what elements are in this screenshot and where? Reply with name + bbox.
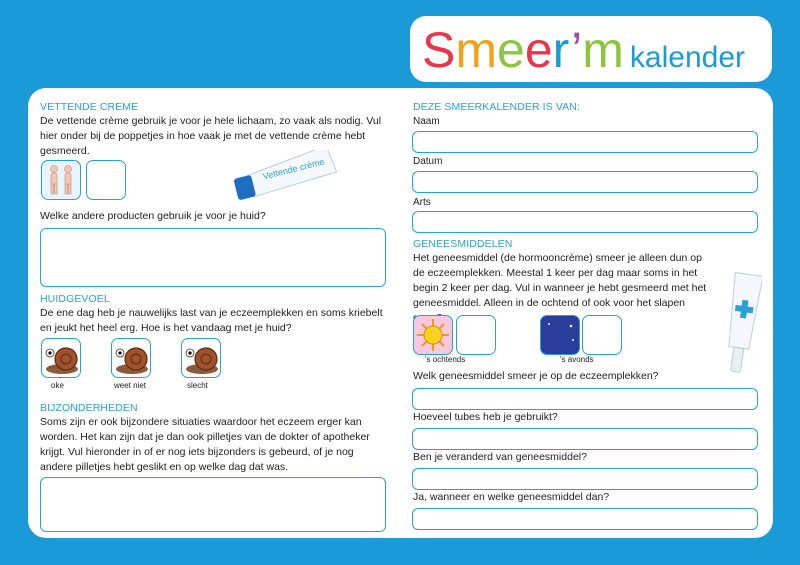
title-suffix: kalender bbox=[629, 41, 745, 74]
name-field[interactable] bbox=[412, 131, 758, 153]
medicine-question: Welk geneesmiddel smeer je op de eczeemplekken? bbox=[413, 370, 659, 382]
morning-label: 's ochtends bbox=[425, 355, 466, 364]
snail-sad-icon[interactable] bbox=[181, 338, 221, 378]
tube-label: Vettende crème bbox=[261, 156, 326, 182]
morning-check-box[interactable] bbox=[456, 315, 496, 355]
other-products-question: Welke andere producten gebruik je voor je huid? bbox=[40, 210, 266, 222]
bijzonderheden-field[interactable] bbox=[40, 477, 386, 532]
tubes-question: Hoeveel tubes heb je gebruikt? bbox=[413, 411, 558, 423]
snail-happy-icon[interactable] bbox=[41, 338, 81, 378]
owner-heading: DEZE SMEERKALENDER IS VAN: bbox=[413, 101, 580, 113]
huidgevoel-text: De ene dag heb je nauwelijks last van je eczeemplekken en soms kriebelt en jeukt het heel erg. Hoe is het vandaag met je huid? bbox=[40, 307, 383, 334]
title-box bbox=[410, 16, 772, 82]
snail-unsure-icon[interactable] bbox=[111, 338, 151, 378]
tubes-field[interactable] bbox=[412, 428, 758, 450]
doctor-label: Arts bbox=[413, 197, 431, 208]
huidgevoel-heading: HUIDGEVOEL bbox=[40, 293, 110, 305]
option-oke: oke bbox=[51, 381, 64, 390]
which-field[interactable] bbox=[412, 508, 758, 530]
date-label: Datum bbox=[413, 156, 443, 167]
page-title bbox=[422, 22, 745, 86]
title-letter: r bbox=[552, 22, 572, 78]
body-figures-icon bbox=[41, 160, 81, 200]
other-products-field[interactable] bbox=[40, 228, 386, 287]
option-slecht: slecht bbox=[187, 381, 208, 390]
bijzonderheden-text: Soms zijn er ook bijzondere situaties waardoor het eczeem erger kan worden. Het kan zijn dat je dan ook pilletjes van de dokter of apotheker krijgt. Vul hieronder in of er nog iets bijzonders is gebeurd, of je nog andere pilletjes hebt geslikt en op welke dag dat was. bbox=[40, 416, 370, 473]
title-letter: m bbox=[455, 22, 498, 78]
vettende-heading: VETTENDE CREME bbox=[40, 101, 139, 113]
changed-question: Ben je veranderd van geneesmiddel? bbox=[413, 451, 587, 463]
changed-field[interactable] bbox=[412, 468, 758, 490]
doctor-field[interactable] bbox=[412, 211, 758, 233]
geneesmiddelen-text: Het geneesmiddel (de hormooncrème) smeer je alleen dun op de eczeemplekken. Meestal 1 keer per dag maar soms in het begin 2 keer per dag. Vul in wanneer je hebt gesmeerd met het geneesmiddel. Alleen in de ochtend of ook voor het slapen bbox=[413, 252, 707, 309]
option-weet-niet: weet niet bbox=[114, 381, 147, 390]
medicine-field[interactable] bbox=[412, 388, 758, 410]
sun-icon bbox=[413, 315, 453, 355]
title-letter: ’ bbox=[571, 22, 583, 78]
date-field[interactable] bbox=[412, 171, 758, 193]
title-letter: m bbox=[582, 22, 624, 78]
name-label: Naam bbox=[413, 116, 440, 127]
evening-check-box[interactable] bbox=[582, 315, 622, 355]
cream-count-box[interactable] bbox=[86, 160, 126, 200]
evening-label: 's avonds bbox=[560, 355, 594, 364]
medicine-tube-icon bbox=[722, 270, 762, 380]
title-letter: e bbox=[524, 22, 553, 78]
title-brand bbox=[422, 22, 624, 78]
which-question: Ja, wanneer en welke geneesmiddel dan? bbox=[413, 491, 610, 503]
vettende-text: De vettende crème gebruik je voor je hele lichaam, zo vaak als nodig. Vul hier onder bij de poppetjes in hoe vaak je met de vettende crème hebt gesmeerd. bbox=[40, 115, 382, 157]
geneesmiddelen-heading: GENEESMIDDELEN bbox=[413, 238, 513, 250]
title-letter: e bbox=[497, 22, 525, 78]
bijzonderheden-heading: BIJZONDERHEDEN bbox=[40, 402, 138, 414]
title-letter: S bbox=[422, 22, 456, 78]
cream-tube-icon bbox=[232, 150, 342, 200]
moon-icon bbox=[540, 315, 580, 355]
